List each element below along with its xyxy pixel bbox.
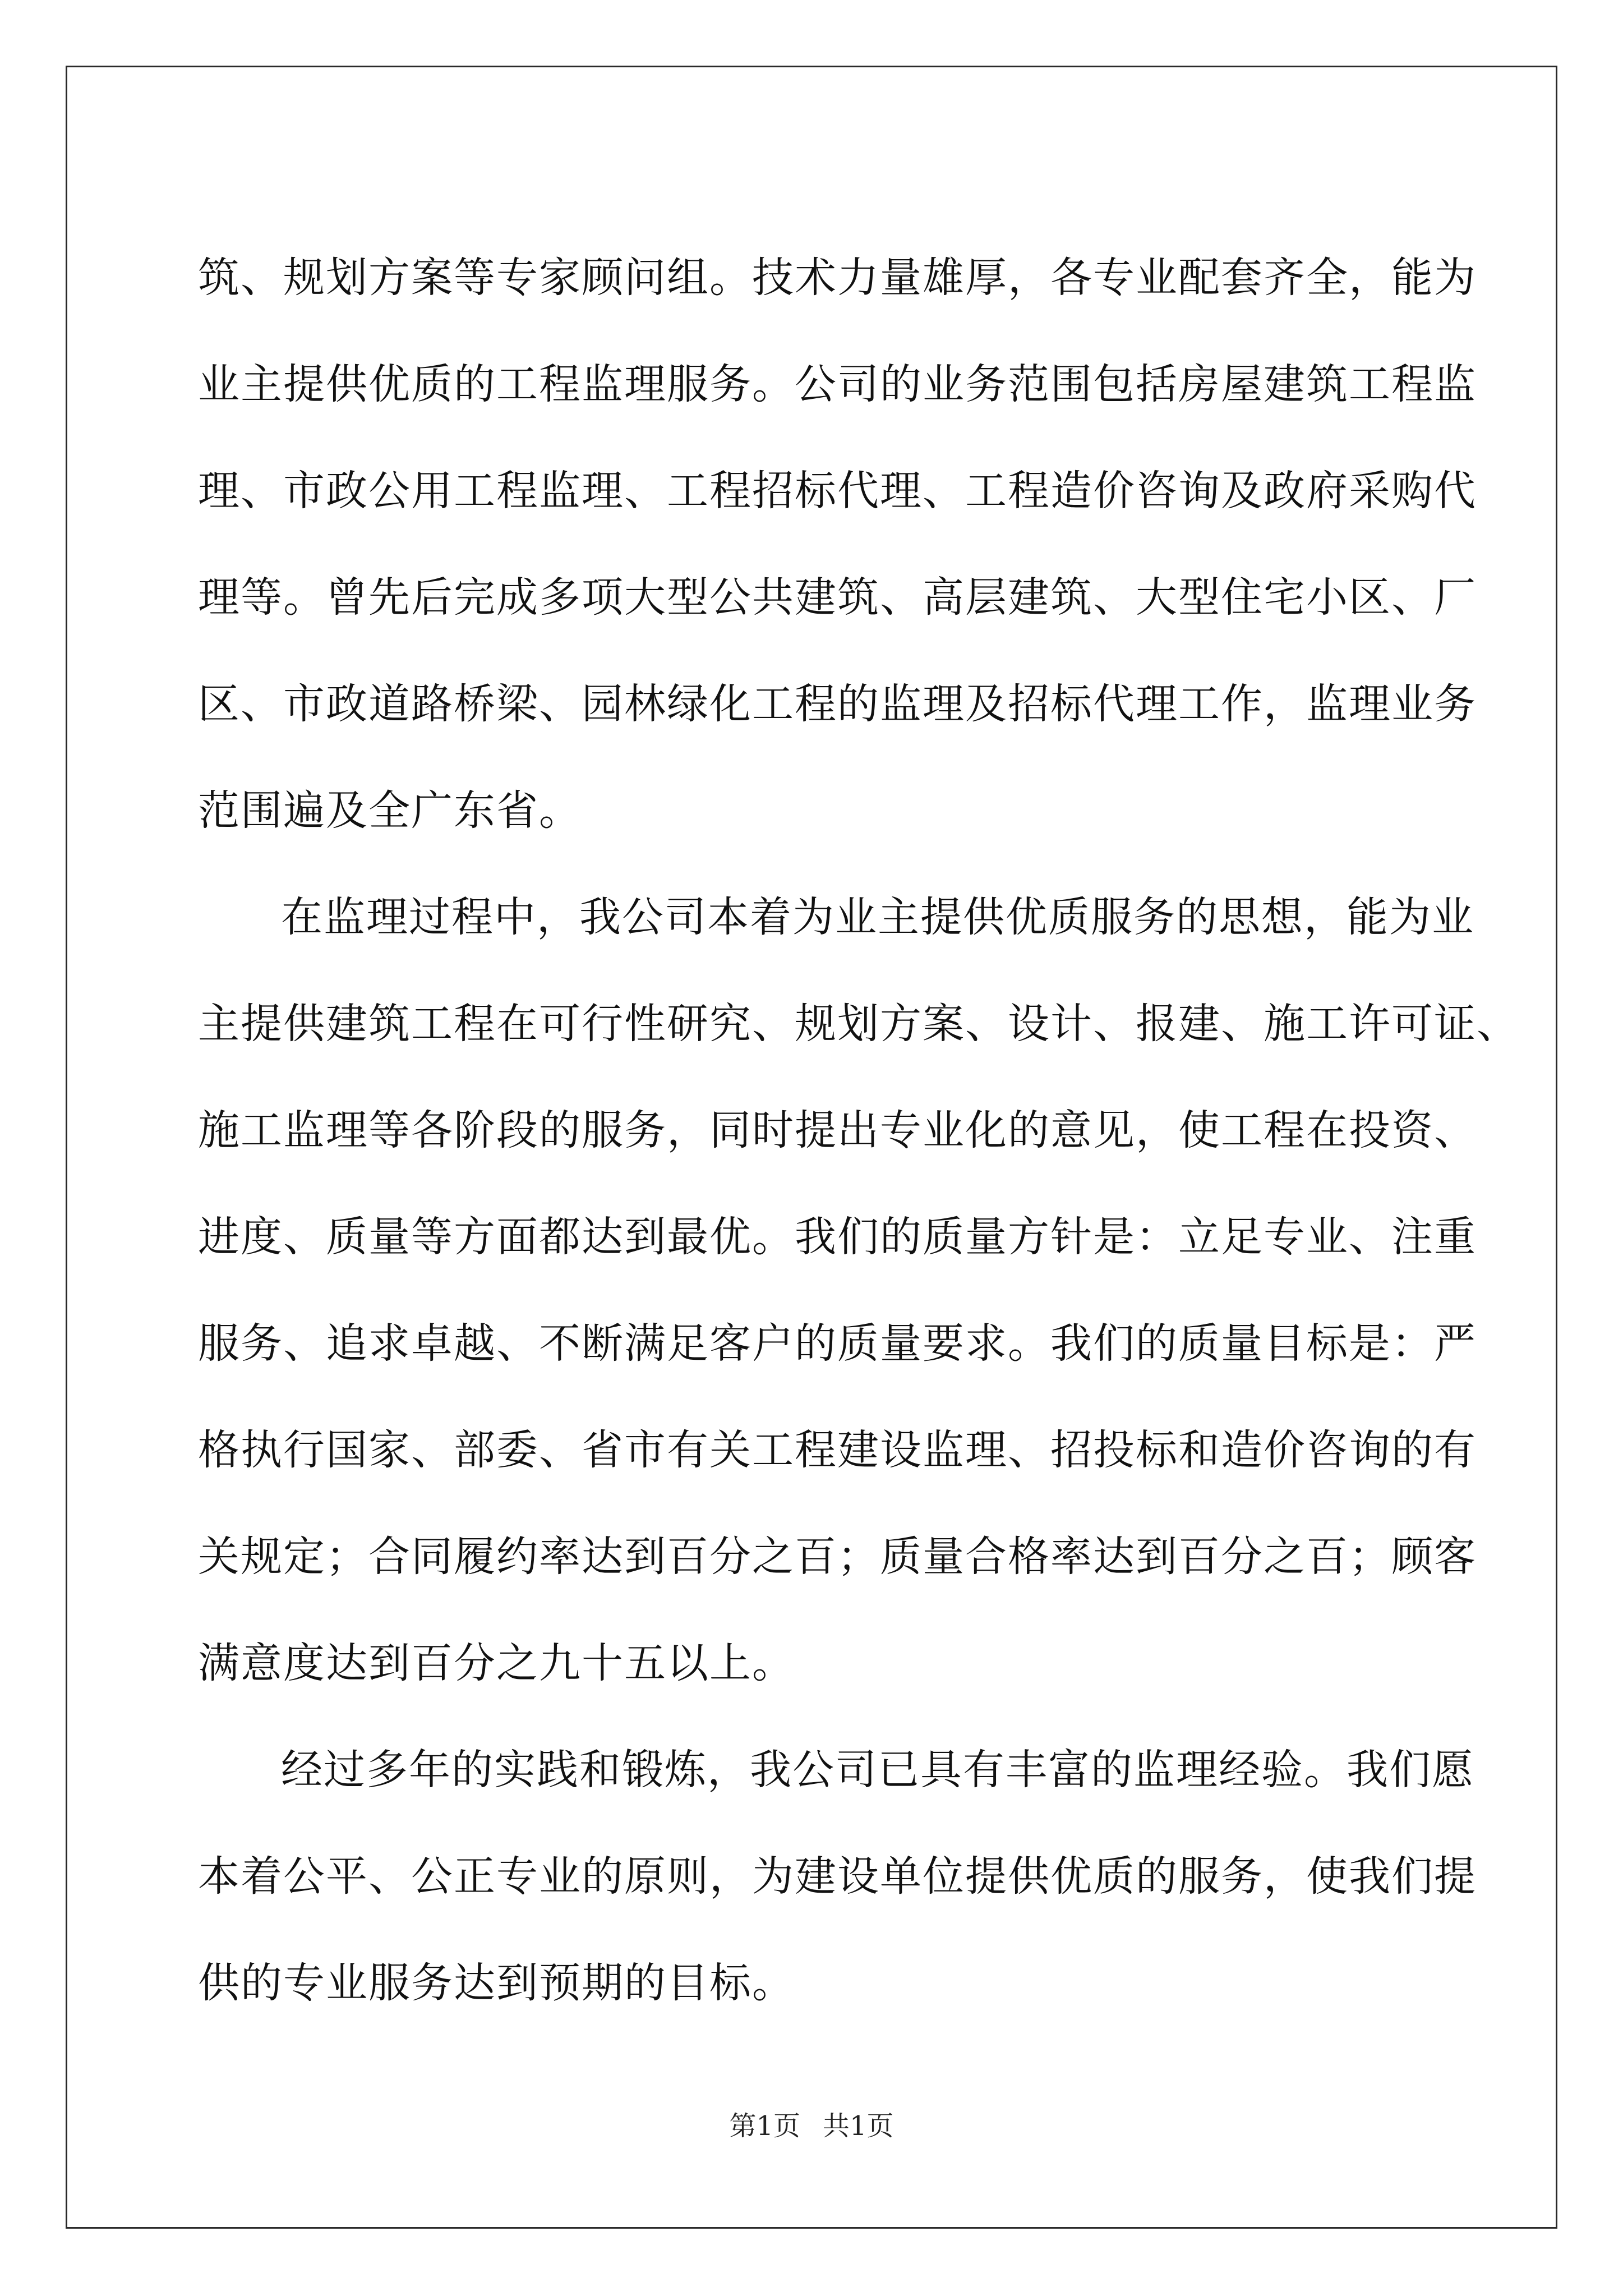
text-line: 区、市政道路桥梁、园林绿化工程的监理及招标代理工作，监理业务 [198, 680, 1477, 728]
text-line: 满意度达到百分之九十五以上。 [198, 1639, 795, 1687]
page-footer [0, 2109, 1623, 2143]
text-line: 业主提供优质的工程监理服务。公司的业务范围包括房屋建筑工程监 [198, 360, 1477, 408]
paragraph-3 [198, 1717, 1477, 2036]
text-line: 本着公平、公正专业的原则，为建设单位提供优质的服务，使我们提 [198, 1852, 1477, 1901]
text-line: 理、市政公用工程监理、工程招标代理、工程造价咨询及政府采购代 [198, 467, 1477, 515]
page-total: 共1页 [823, 2110, 894, 2142]
text-line: 施工监理等各阶段的服务，同时提出专业化的意见，使工程在投资、 [198, 1106, 1477, 1154]
text-line: 理等。曾先后完成多项大型公共建筑、高层建筑、大型住宅小区、厂 [198, 573, 1477, 622]
text-line: 服务、追求卓越、不断满足客户的质量要求。我们的质量目标是：严 [198, 1319, 1477, 1368]
text-line: 格执行国家、部委、省市有关工程建设监理、招投标和造价咨询的有 [198, 1426, 1477, 1474]
text-line: 在监理过程中，我公司本着为业主提供优质服务的思想，能为业 [281, 893, 1474, 941]
text-line: 范围遍及全广东省。 [198, 786, 582, 835]
text-line: 主提供建筑工程在可行性研究、规划方案、设计、报建、施工许可证、 [198, 1000, 1519, 1048]
paragraph-2 [198, 864, 1519, 1717]
document-body [198, 224, 1519, 2036]
text-line: 供的专业服务达到预期的目标。 [198, 1959, 795, 2007]
text-line: 筑、规划方案等专家顾问组。技术力量雄厚，各专业配套齐全，能为 [198, 254, 1477, 302]
text-line: 经过多年的实践和锻炼，我公司已具有丰富的监理经验。我们愿 [281, 1746, 1474, 1794]
text-line: 进度、质量等方面都达到最优。我们的质量方针是：立足专业、注重 [198, 1213, 1477, 1261]
text-line: 关规定；合同履约率达到百分之百；质量合格率达到百分之百；顾客 [198, 1533, 1477, 1581]
page-number: 第1页 [729, 2110, 800, 2142]
paragraph-1 [198, 224, 1477, 864]
